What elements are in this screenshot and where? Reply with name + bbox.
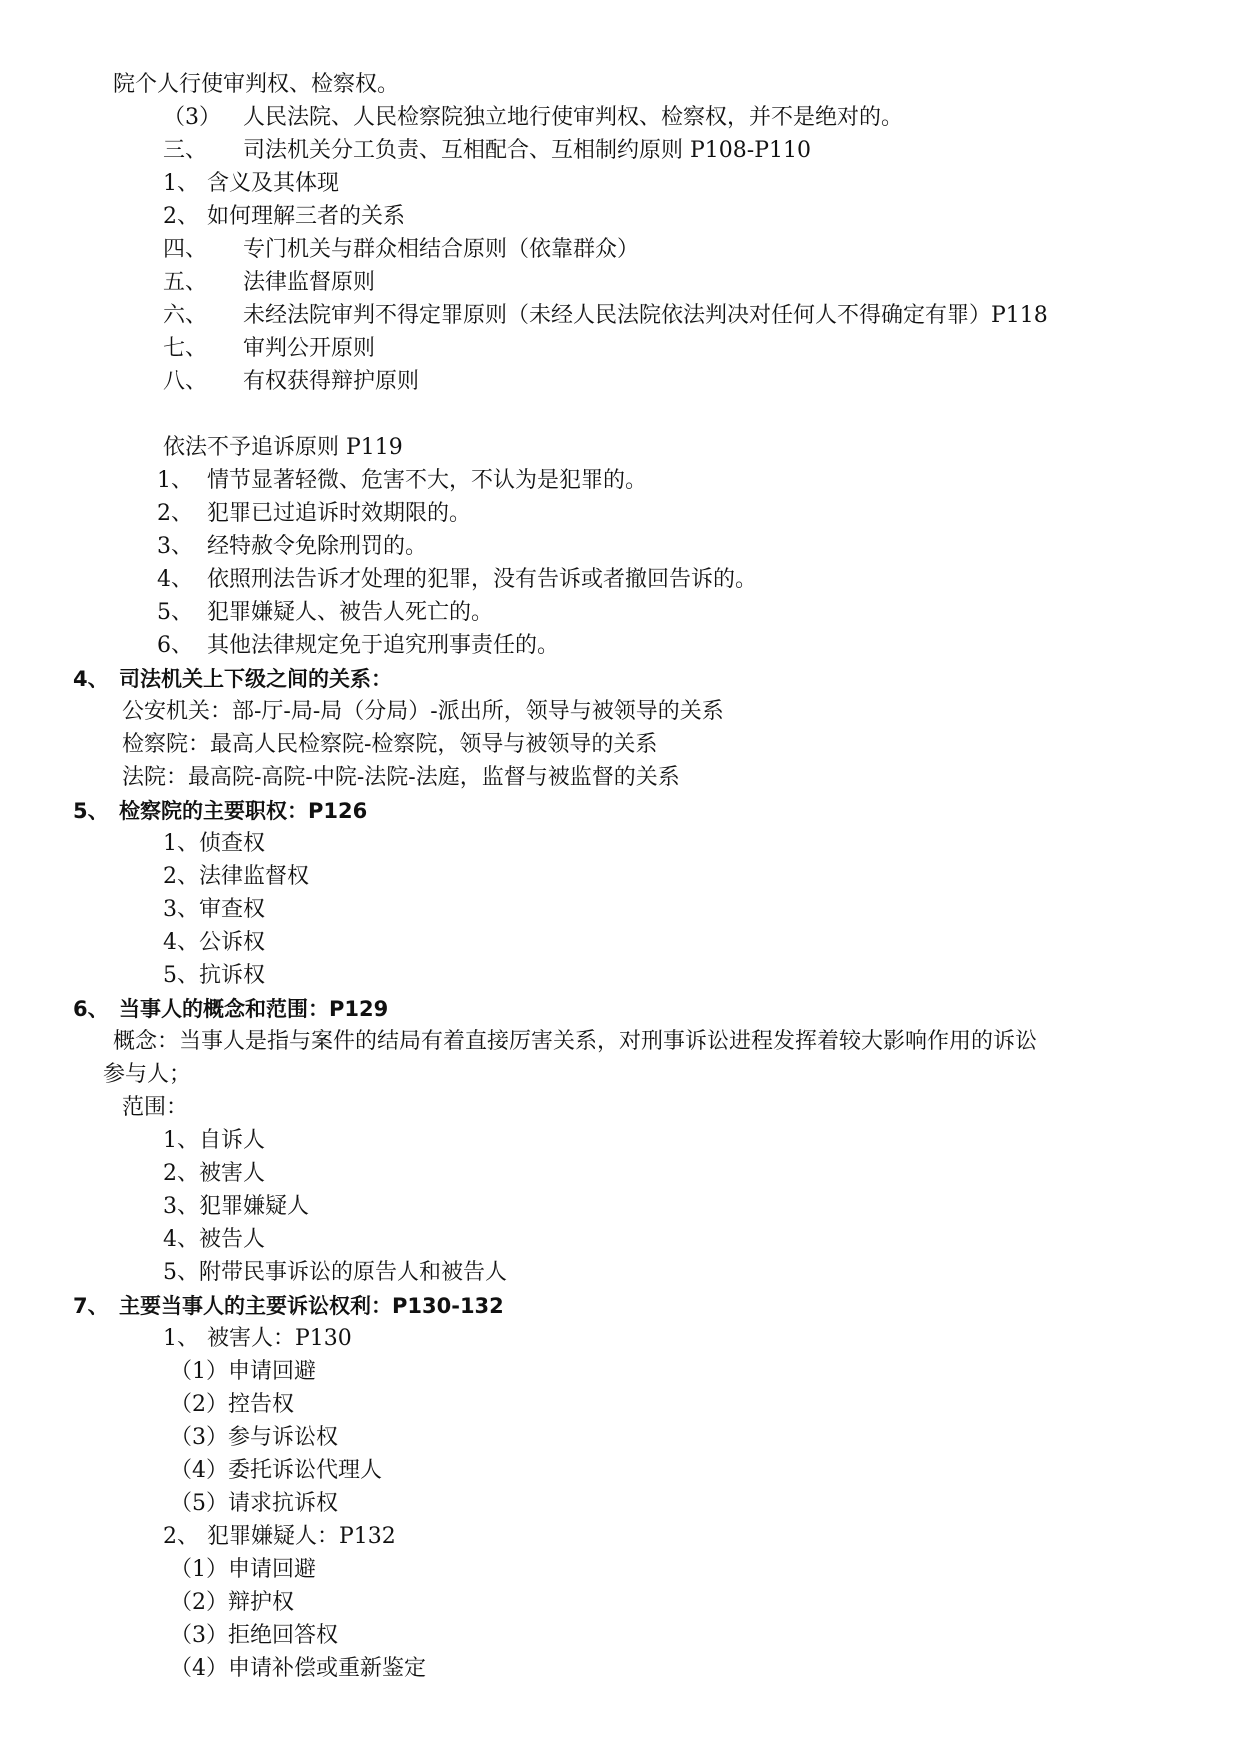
item-text: 如何理解三者的关系 [207, 204, 406, 229]
item-marker: 5、 [157, 600, 193, 625]
item-text: 有权获得辩护原则 [243, 369, 420, 394]
section-heading [73, 664, 392, 694]
item-marker: 四、 [163, 237, 208, 262]
item-text: 依照刑法告诉才处理的犯罪，没有告诉或者撤回告诉的。 [207, 567, 758, 592]
paragraph-line: 法院：最高院-高院-中院-法院-法庭，监督与被监督的关系 [122, 765, 680, 790]
list-item: （4）申请补偿或重新鉴定 [170, 1656, 426, 1681]
item-text: 专门机关与群众相结合原则（依靠群众） [243, 237, 640, 262]
sub-item [163, 169, 339, 199]
item-marker: 七、 [163, 336, 208, 361]
sub-item [163, 202, 405, 232]
subsection-heading [163, 1522, 396, 1552]
list-item: （1）申请回避 [170, 1359, 316, 1384]
principle-item [163, 136, 811, 166]
item-text: 犯罪嫌疑人：P132 [207, 1524, 396, 1549]
paragraph-line: 参与人； [103, 1062, 192, 1087]
list-item [157, 631, 559, 661]
paragraph-line: 概念：当事人是指与案件的结局有着直接厉害关系，对刑事诉讼进程发挥着较大影响作用的诉讼 [113, 1029, 1038, 1054]
item-marker: 6、 [157, 633, 193, 658]
item-text: 经特赦令免除刑罚的。 [207, 534, 428, 559]
principle-item [163, 367, 419, 397]
list-item [157, 565, 757, 595]
list-item: 1、侦查权 [163, 831, 265, 856]
list-item: （3）参与诉讼权 [170, 1425, 338, 1450]
list-item: （2）控告权 [170, 1392, 294, 1417]
section-number: 6、 [73, 997, 109, 1021]
section-heading [73, 796, 367, 826]
item-marker: 1、 [163, 171, 199, 196]
item-text: 法律监督原则 [243, 270, 376, 295]
item-marker: （3） [163, 105, 221, 130]
item-text: 人民法院、人民检察院独立地行使审判权、检察权，并不是绝对的。 [243, 105, 904, 130]
list-item [157, 532, 427, 562]
item-text: 司法机关分工负责、互相配合、互相制约原则 P108-P110 [243, 138, 812, 163]
list-item: （4）委托诉讼代理人 [170, 1458, 382, 1483]
principle-item [163, 334, 375, 364]
section-heading [73, 994, 388, 1024]
list-item: （5）请求抗诉权 [170, 1491, 338, 1516]
section-heading [73, 1291, 504, 1321]
item-marker: 2、 [157, 501, 193, 526]
list-item [157, 466, 647, 496]
item-marker: 4、 [157, 567, 193, 592]
principle-item [163, 235, 639, 265]
list-item [157, 598, 493, 628]
paragraph-line: 检察院：最高人民检察院-检察院，领导与被领导的关系 [122, 732, 658, 757]
item-text: 被害人：P130 [207, 1326, 352, 1351]
principle-item [163, 301, 1048, 331]
subsection-title: 依法不予追诉原则 P119 [163, 435, 403, 460]
item-text: 犯罪嫌疑人、被告人死亡的。 [207, 600, 494, 625]
item-marker: 五、 [163, 270, 208, 295]
scope-label: 范围： [122, 1095, 189, 1120]
section-title: 主要当事人的主要诉讼权利：P130-132 [119, 1294, 504, 1318]
list-item: （3）拒绝回答权 [170, 1623, 338, 1648]
principle-item [163, 268, 375, 298]
list-item: 1、自诉人 [163, 1128, 265, 1153]
section-number: 7、 [73, 1294, 109, 1318]
section-title: 检察院的主要职权：P126 [119, 799, 368, 823]
subsection-heading [163, 1324, 352, 1354]
item-marker: 3、 [157, 534, 193, 559]
item-text: 其他法律规定免于追究刑事责任的。 [207, 633, 560, 658]
list-item [157, 499, 471, 529]
item-text: 含义及其体现 [207, 171, 340, 196]
list-item: 2、法律监督权 [163, 864, 309, 889]
item-text: 犯罪已过追诉时效期限的。 [207, 501, 472, 526]
item-marker: 1、 [163, 1326, 199, 1351]
item-marker: 1、 [157, 468, 193, 493]
item-marker: 三、 [163, 138, 208, 163]
list-item [163, 103, 903, 133]
section-title: 司法机关上下级之间的关系： [119, 667, 392, 691]
item-text: 审判公开原则 [243, 336, 376, 361]
list-item: 3、审查权 [163, 897, 265, 922]
list-item: （1）申请回避 [170, 1557, 316, 1582]
list-item: 5、抗诉权 [163, 963, 265, 988]
item-text: 情节显著轻微、危害不大，不认为是犯罪的。 [207, 468, 648, 493]
item-marker: 2、 [163, 204, 199, 229]
item-marker: 八、 [163, 369, 208, 394]
list-item: 3、犯罪嫌疑人 [163, 1194, 309, 1219]
list-item: 5、附带民事诉讼的原告人和被告人 [163, 1260, 507, 1285]
section-number: 4、 [73, 667, 109, 691]
list-item: 4、公诉权 [163, 930, 265, 955]
paragraph-line: 公安机关：部-厅-局-局（分局）-派出所，领导与被领导的关系 [122, 699, 724, 724]
item-text: 未经法院审判不得定罪原则（未经人民法院依法判决对任何人不得确定有罪）P118 [243, 303, 1048, 328]
list-item: （2）辩护权 [170, 1590, 294, 1615]
section-title: 当事人的概念和范围：P129 [119, 997, 389, 1021]
list-item: 4、被告人 [163, 1227, 265, 1252]
list-item: 2、被害人 [163, 1161, 265, 1186]
item-marker: 六、 [163, 303, 208, 328]
item-marker: 2、 [163, 1524, 199, 1549]
continuation-line: 院个人行使审判权、检察权。 [113, 72, 400, 97]
section-number: 5、 [73, 799, 109, 823]
